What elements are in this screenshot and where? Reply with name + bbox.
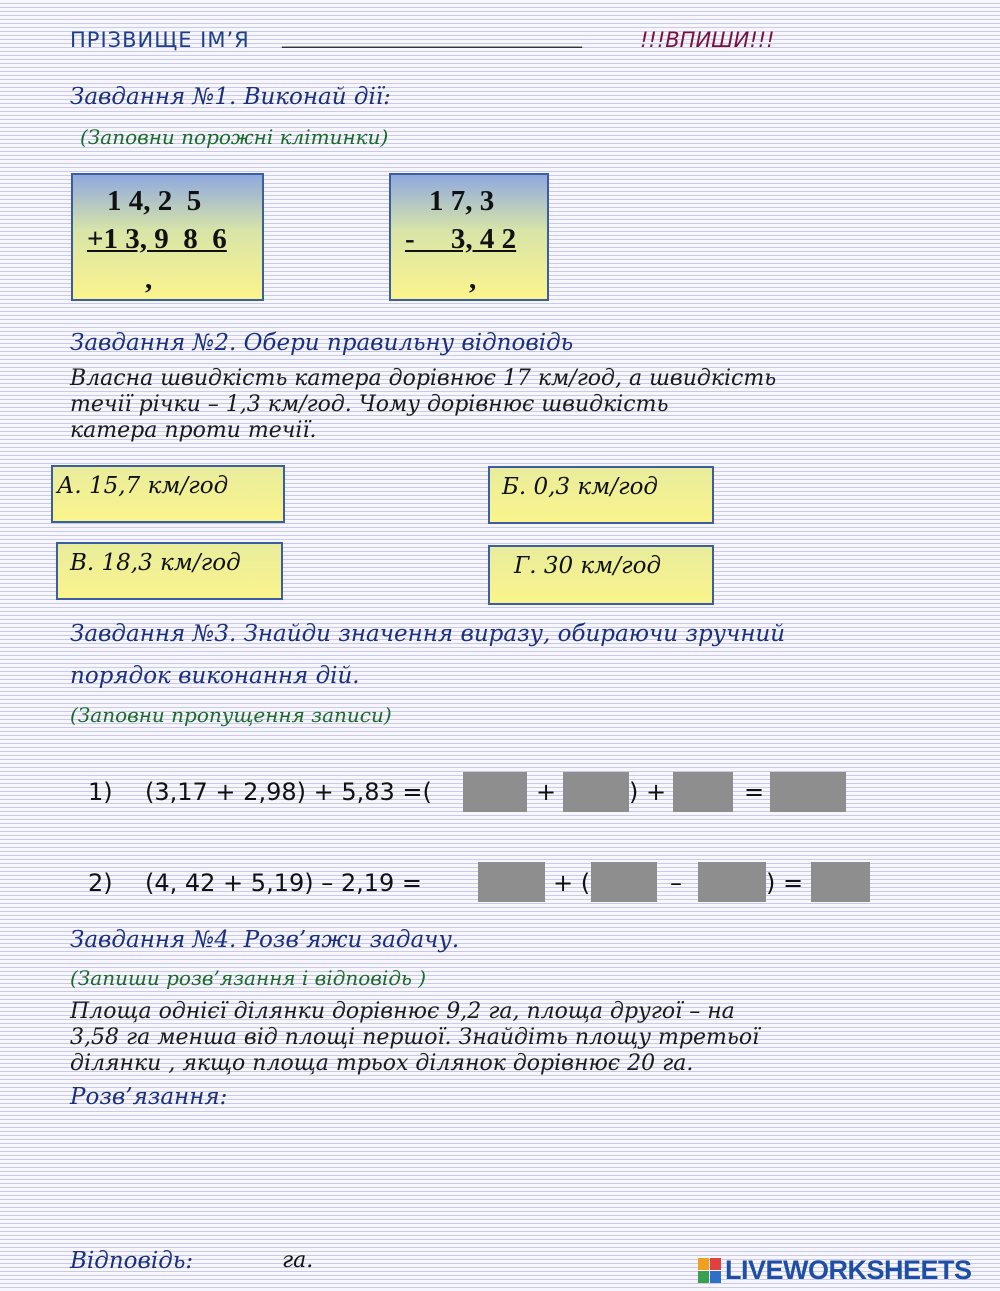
subtraction-result-comma[interactable]: , (469, 263, 477, 295)
expr1-equals: = (744, 778, 765, 806)
task2-text (70, 366, 776, 444)
task4-text (70, 999, 759, 1077)
answer-unit: га. (282, 1248, 314, 1273)
solution-label: Розв’язання: (70, 1084, 228, 1110)
task4-text-line: Площа однієї ділянки дорівнює 9,2 га, площа другої – на (70, 999, 735, 1024)
expr2-blank-3[interactable] (698, 862, 766, 902)
task3-hint: (Заповни пропущення записи) (70, 703, 392, 727)
answer-input[interactable] (212, 1246, 278, 1278)
expr2-blank-2[interactable] (591, 862, 657, 902)
liveworksheets-brand: LIVEWORKSHEETS (725, 1255, 972, 1285)
expr2-minus: – (670, 869, 682, 897)
addition-box (71, 173, 264, 301)
name-prompt: !!!ВПИШИ!!! (640, 28, 775, 52)
expr1-number: 1) (88, 778, 113, 806)
task2-text-line: течії річки – 1,3 км/год. Чому дорівнює швидкість (70, 392, 669, 417)
expr1-plus: + (536, 778, 557, 806)
name-line: ______________________________ (282, 24, 582, 48)
addition-line2: +1 3, 9 8 6 (87, 223, 227, 255)
expr1-close-plus: ) + (629, 778, 667, 806)
expr1-blank-result[interactable] (770, 772, 846, 812)
expr1-text: (3,17 + 2,98) + 5,83 =( (145, 778, 432, 806)
task4-title: Завдання №4. Розв’яжи задачу. (70, 927, 460, 953)
task4-hint: (Запиши розв’язання і відповідь ) (70, 966, 427, 990)
expr2-plus-open: + ( (553, 869, 591, 897)
task3-title-line2: порядок виконання дій. (70, 663, 360, 689)
option-b-label: Б. 0,3 км/год (502, 474, 659, 500)
addition-line1: 1 4, 2 5 (107, 185, 202, 217)
subtraction-line2: - 3, 4 2 (405, 223, 517, 255)
expr2-text: (4, 42 + 5,19) – 2,19 = (145, 869, 423, 897)
solution-area[interactable] (70, 1120, 950, 1230)
task3-title-line1: Завдання №3. Знайди значення виразу, обираючи зручний (70, 621, 786, 647)
option-d-label: Г. 30 км/год (514, 553, 662, 579)
name-label: ПРІЗВИЩЕ ІМ’Я (70, 28, 250, 52)
option-c-label: В. 18,3 км/год (70, 550, 241, 576)
task4-text-line: ділянки , якщо площа трьох ділянок дорівнює 20 га. (70, 1051, 694, 1076)
task2-title: Завдання №2. Обери правильну відповідь (70, 330, 574, 356)
expr2-blank-result[interactable] (811, 862, 870, 902)
option-b[interactable] (488, 466, 714, 524)
option-c[interactable] (56, 542, 283, 600)
answer-label: Відповідь: (70, 1248, 194, 1274)
liveworksheets-logo-icon (698, 1258, 722, 1284)
expr1-blank-3[interactable] (673, 772, 733, 812)
option-a[interactable] (51, 465, 285, 523)
addition-result-comma[interactable]: , (145, 263, 153, 295)
expr1-blank-2[interactable] (563, 772, 629, 812)
task4-text-line: 3,58 га менша від площі першої. Знайдіть площу третьої (70, 1025, 760, 1050)
subtraction-line1: 1 7, 3 (429, 185, 495, 217)
task2-text-line: Власна швидкість катера дорівнює 17 км/год, а швидкість (70, 366, 777, 391)
expr2-blank-1[interactable] (478, 862, 545, 902)
task1-hint: (Заповни порожні клітинки) (80, 125, 389, 149)
task2-text-line: катера проти течії. (70, 418, 317, 443)
expr2-number: 2) (88, 869, 113, 897)
option-d[interactable] (488, 545, 714, 605)
expr2-close-equals: ) = (766, 869, 804, 897)
subtraction-box (389, 173, 549, 301)
task1-title: Завдання №1. Виконай дії: (70, 84, 391, 110)
expr1-blank-1[interactable] (463, 772, 527, 812)
option-a-label: А. 15,7 км/год (57, 473, 229, 499)
